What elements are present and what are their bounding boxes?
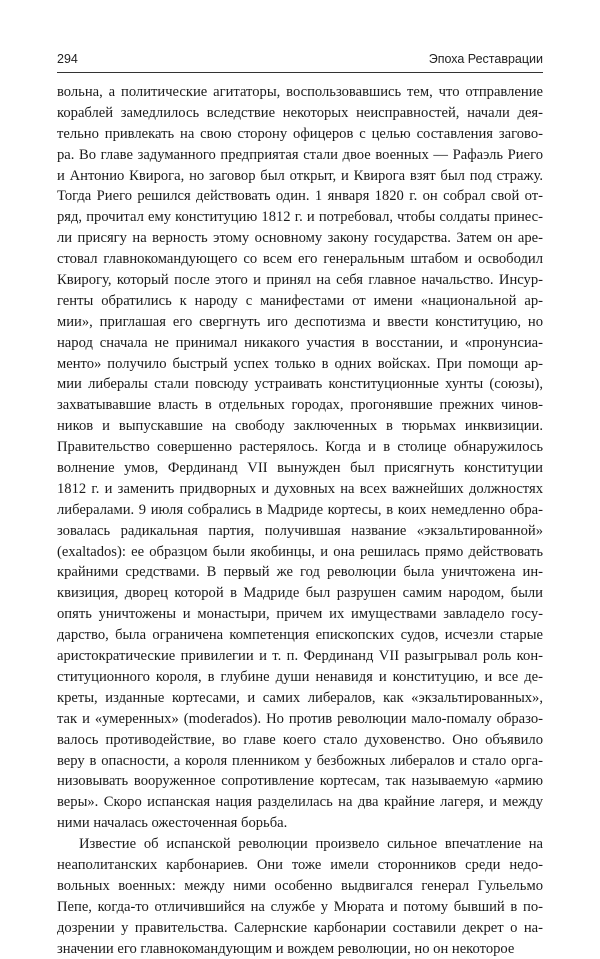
- text-line: веру в опасности, а короля пленником у безбожных либералов и стало орга-: [57, 752, 543, 769]
- body-text: [57, 82, 543, 959]
- text-line: дарство, была ограничена компетенция епископских судов, исчезли старые: [57, 627, 543, 644]
- text-line: Тогда Риего решился действовать один. 1 января 1820 г. он собрал свой от-: [57, 188, 543, 205]
- text-line: зовалась радикальная партия, получившая название «экзальтированной»: [57, 522, 543, 539]
- text-line: крайними средствами. В первый же год революции была уничтожена ин-: [57, 564, 543, 581]
- text-line: опять уничтожены и монастыри, причем их имуществами завладело госу-: [57, 606, 543, 623]
- text-line: ними началась ожесточенная борьба.: [57, 815, 288, 832]
- text-line: так и «умеренных» (moderados). Но против революции мало-помалу образо-: [57, 710, 543, 727]
- text-line: менто» получило быстрый успех только в одних войсках. При помощи ар-: [57, 355, 543, 372]
- text-line: (exaltados): ее образцом были якобинцы, и она решилась прямо действовать: [57, 543, 543, 560]
- text-line: и Антонио Квирога, но заговор был открыт, и Квирога взят был под стражу.: [57, 167, 543, 184]
- text-line: 1812 г. и заменить придворных и духовных на всех важнейших должностях: [57, 480, 543, 497]
- section-title: Эпоха Реставрации: [428, 52, 543, 66]
- running-head: [57, 52, 543, 68]
- text-line: квизиция, дворец которой в Мадриде был разрушен самим народом, были: [57, 585, 543, 602]
- text-line: народ сначала не принимал никакого участия в восстании, и «пронунсиа-: [57, 334, 543, 351]
- text-line: неаполитанских карбонариев. Они тоже имели сторонников среди недо-: [57, 856, 543, 873]
- text-line: захватывавшие власть в отдельных городах, прогонявшие прежних чинов-: [57, 397, 543, 414]
- book-page: [57, 0, 543, 957]
- text-line: Пепе, когда-то отличившийся на службе у Мюрата и потому бывший в по-: [57, 898, 543, 915]
- text-line: кораблей замедлилось вследствие некоторых неисправностей, начали дея-: [57, 104, 543, 121]
- text-line: Правительство совершенно растерялось. Когда и в столице обнаружилось: [57, 439, 543, 456]
- text-line: веры». Скоро испанская нация разделилась на два крайние лагеря, и между: [57, 794, 543, 811]
- text-line: валось противодействие, во главе коего стало духовенство. Оно объявило: [57, 731, 543, 748]
- text-line: тельно привлекать на свою сторону офицеров с целью составления загово-: [57, 125, 543, 142]
- text-line: вольных военных: между ними особенно выдвигался генерал Гульельмо: [57, 877, 543, 894]
- text-line: ституционного короля, в глубине души ненавидя и конституцию, и все де-: [57, 668, 543, 685]
- text-line: Квирогу, который после этого и принял на себя главное начальство. Инсур-: [57, 272, 543, 289]
- text-line: ра. Во главе задуманного предприятая стали двое военных — Рафаэль Риего: [57, 146, 543, 163]
- text-line: генты обратились к народу с манифестами от имени «национальной ар-: [57, 292, 543, 309]
- text-line: ряд, прочитал ему конституцию 1812 г. и потребовал, чтобы солдаты принес-: [57, 209, 543, 226]
- text-line: Известие об испанской революции произвело сильное впечатление на: [79, 836, 543, 853]
- text-line: значении его главнокомандующим и вождем революции, но он некоторое: [57, 940, 515, 957]
- paragraph: [57, 82, 543, 834]
- text-line: мии», приглашая его свергнуть иго деспотизма и ввести конституцию, но: [57, 313, 543, 330]
- text-line: мии либералы стали повсюду устраивать конституционные хунты (союзы),: [57, 376, 543, 393]
- text-line: низовывать вооруженное сопротивление кортесам, так называемую «армию: [57, 773, 543, 790]
- text-line: дозрении у правительства. Салернские карбонарии составили декрет о на-: [57, 919, 543, 936]
- text-line: либералами. 9 июля собрались в Мадриде кортесы, в коих немедленно обра-: [57, 501, 543, 518]
- header-rule: [57, 72, 543, 73]
- text-line: вольна, а политические агитаторы, воспользовавшись тем, что отправление: [57, 84, 543, 100]
- text-line: стовал главнокомандующего со всем его генеральным штабом и освободил: [57, 251, 543, 268]
- text-line: аристократические привилегии и т. п. Фердинанд VII разыгрывал роль кон-: [57, 648, 543, 665]
- text-line: креты, изданные кортесами, и самих либералов, как «экзальтированных»,: [57, 689, 543, 706]
- page-number: 294: [57, 52, 78, 66]
- paragraph: [57, 834, 543, 959]
- text-line: волнение умов, Фердинанд VII вынужден был присягнуть конституции: [57, 460, 543, 477]
- text-line: ников и выпускавшие на свободу заключенных в тюрьмах инквизиции.: [57, 418, 543, 435]
- text-line: ли присягу на верность этому основному закону государства. Затем он аре-: [57, 230, 543, 247]
